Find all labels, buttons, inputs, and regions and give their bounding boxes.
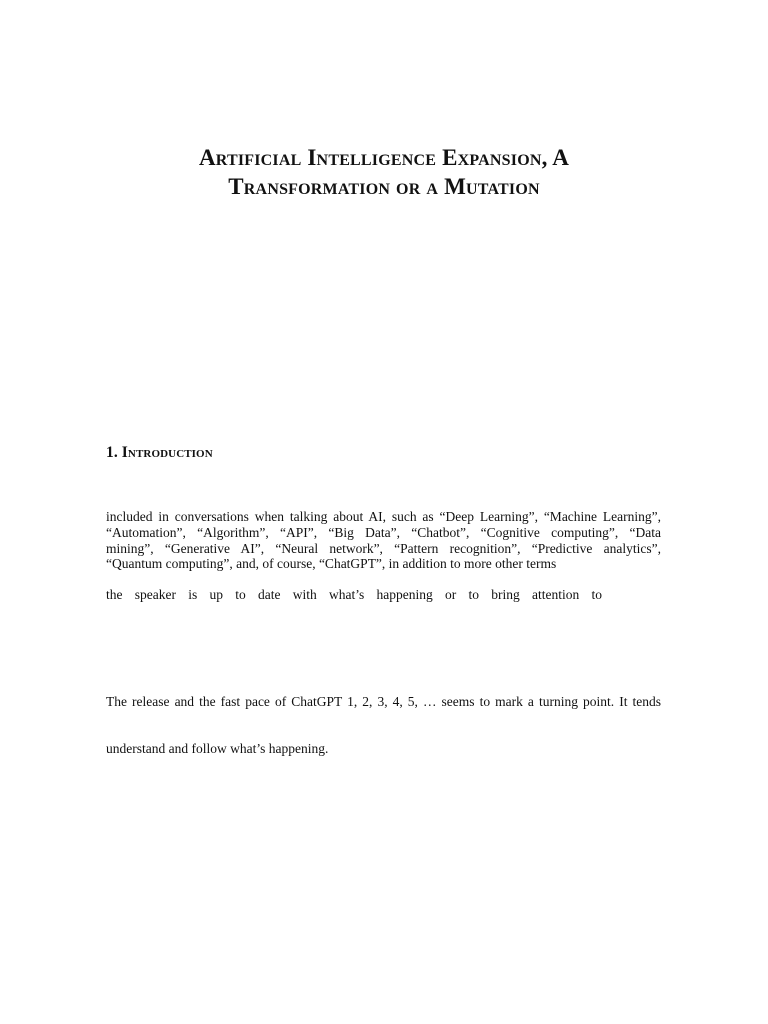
paragraph-line: understand and follow what’s happening. <box>106 741 329 756</box>
paragraph-line: “Quantum computing”, and, of course, “ChatGPT”, in addition to more other terms <box>106 556 557 572</box>
paragraph-line: the speaker is up to date with what’s happening or to bring attention to <box>106 587 602 602</box>
document-title <box>100 143 668 201</box>
paragraph-release <box>106 694 661 710</box>
paragraph-line: “Automation”, “Algorithm”, “API”, “Big Data”, “Chatbot”, “Cognitive computing”, “Data <box>106 524 661 540</box>
paragraph-line: mining”, “Generative AI”, “Neural network”, “Pattern recognition”, “Predictive analytics”, <box>106 540 661 556</box>
title-line-1: Artificial Intelligence Expansion, A <box>198 145 570 170</box>
paragraph-line: The release and the fast pace of ChatGPT 1, 2, 3, 4, 5, … seems to mark a turning point. It tends <box>106 694 661 709</box>
section-heading: 1. Introduction <box>106 444 213 461</box>
title-line-2: Transformation or a Mutation <box>228 174 540 199</box>
paragraph-follow <box>106 741 661 757</box>
paragraph-speaker <box>106 587 661 603</box>
paragraph-terms <box>106 509 661 572</box>
paragraph-line: included in conversations when talking about AI, such as “Deep Learning”, “Machine Learning”, <box>106 509 661 524</box>
